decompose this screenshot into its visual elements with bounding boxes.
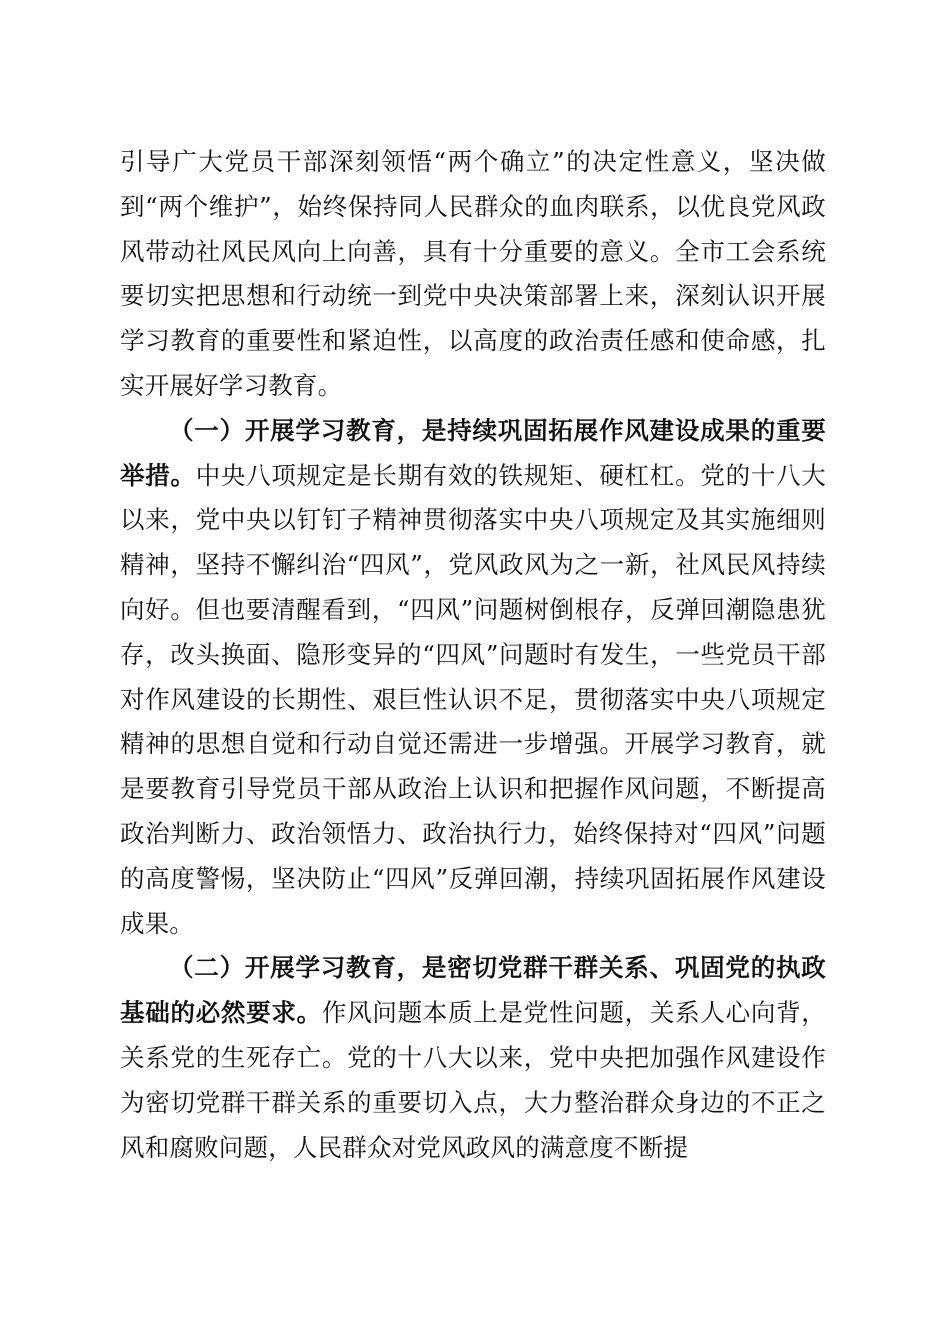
section-2-body: 作风问题本质上是党性问题，关系人心向背，关系党的生死存亡。党的十八大以来，党中央把加强作风建设作为密切党群干群关系的重要切入点，大力整治群众身边的不正之风和腐败问题，人民群众对党风政风的满意度不断提 xyxy=(120,998,826,1162)
section-1-body: 中央八项规定是长期有效的铁规矩、硬杠杠。党的十八大以来，党中央以钉钉子精神贯彻落实中央八项规定及其实施细则精神，坚持不懈纠治“四风”，党风政风为之一新，社风民风持续向好。但也要清醒看到，“四风”问题树倒根存，反弹回潮隐患犹存，改头换面、隐形变异的“四风”问题时有发生，一些党员干部对作风建设的长期性、艰巨性认识不足，贯彻落实中央八项规定精神的思想自觉和行动自觉还需进一步增强。开展学习教育，就是要教育引导党员干部从政治上认识和把握作风问题，不断提高政治判断力、政治领悟力、政治执行力，始终保持对“四风”问题的高度警惕，坚决防止“四风”反弹回潮，持续巩固拓展作风建设成果。 xyxy=(120,460,826,938)
paragraph-intro xyxy=(120,140,826,409)
section-1-heading: （一）开展学习教育，是持续巩固拓展作风建设成果的重要举措。 xyxy=(120,415,826,490)
document-page xyxy=(120,140,826,1170)
paragraph-section-2 xyxy=(120,946,826,1170)
paragraph-intro-text: 引导广大党员干部深刻领悟“两个确立”的决定性意义，坚决做到“两个维护”，始终保持同人民群众的血肉联系，以优良党风政风带动社风民风向上向善，具有十分重要的意义。全市工会系统要切实把思想和行动统一到党中央决策部署上来，深刻认识开展学习教育的重要性和紧迫性，以高度的政治责任感和使命感，扎实开展好学习教育。 xyxy=(120,147,826,400)
paragraph-section-1 xyxy=(120,409,826,947)
section-2-heading: （二）开展学习教育，是密切党群干群关系、巩固党的执政基础的必然要求。 xyxy=(120,953,826,1028)
